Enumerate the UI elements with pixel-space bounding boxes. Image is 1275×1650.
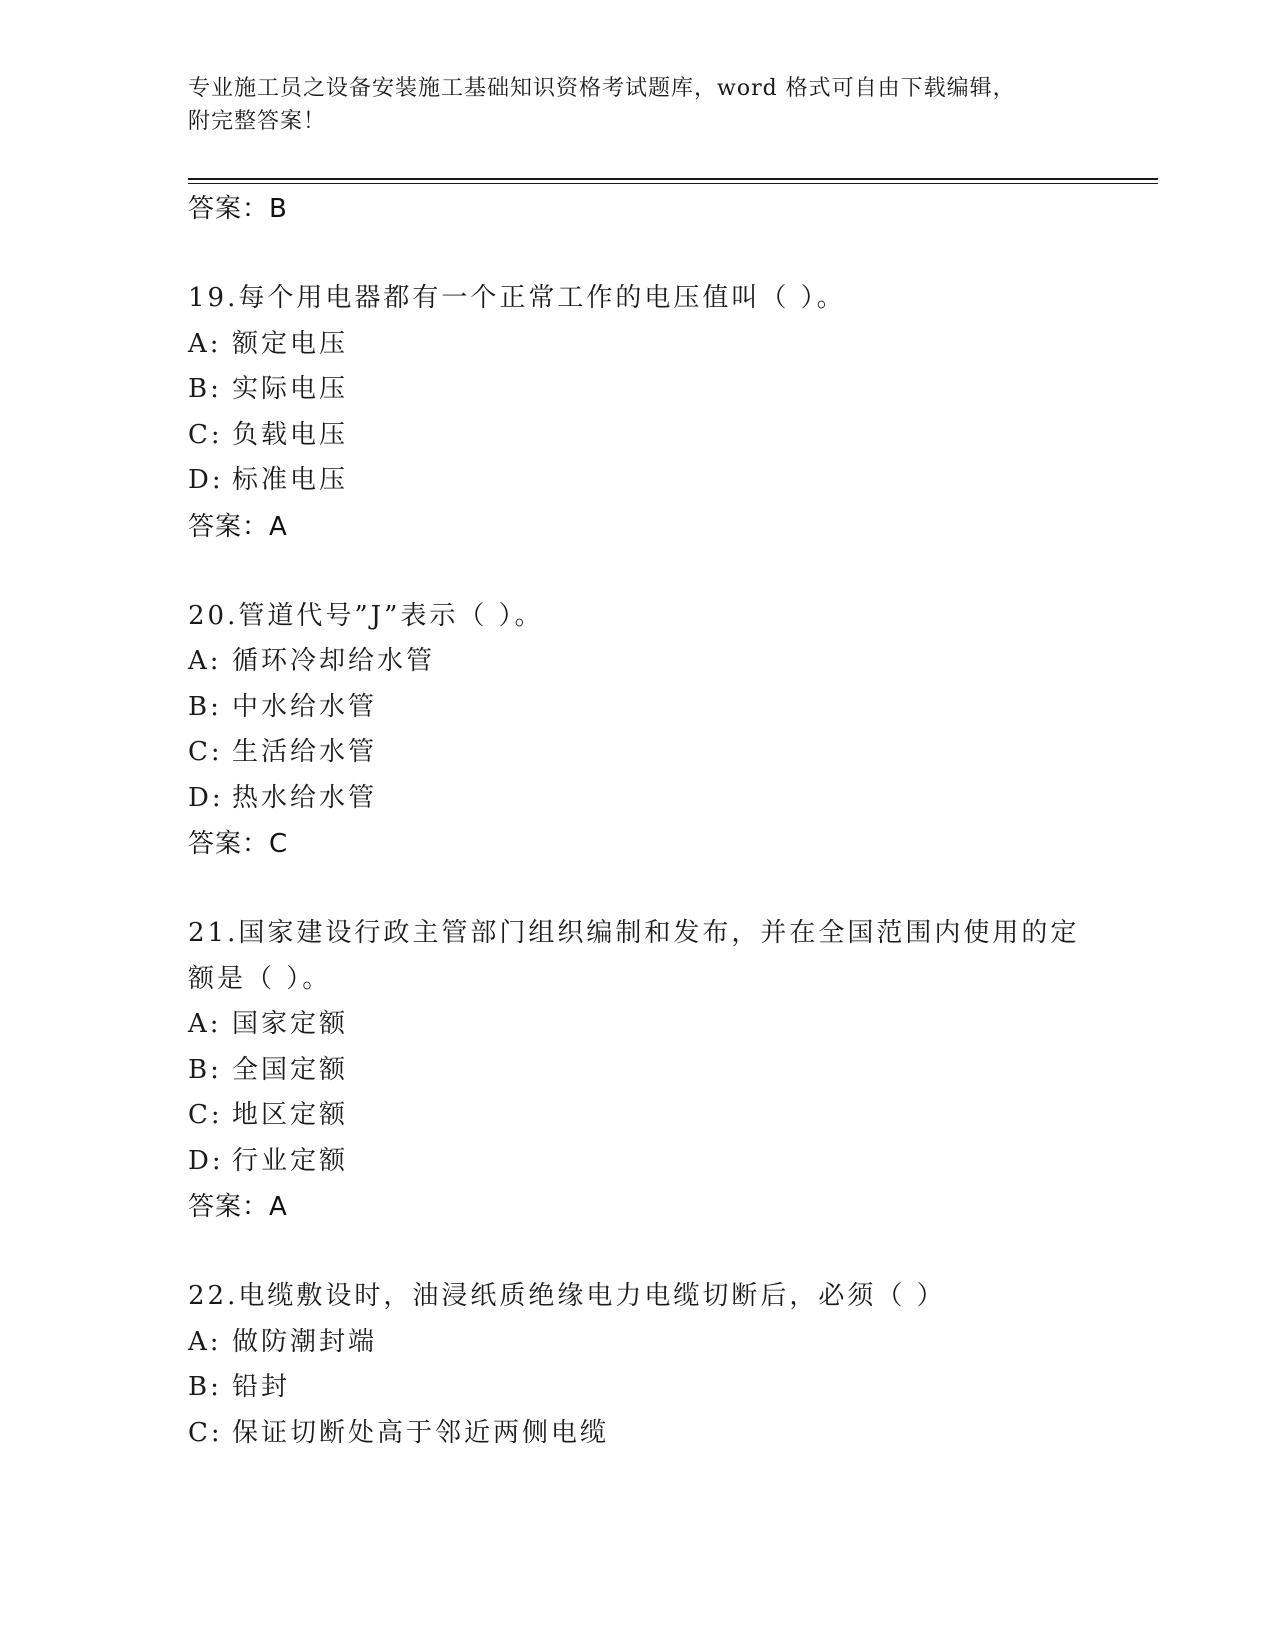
option-letter: A: <box>188 1009 222 1039</box>
header-rule-thin <box>188 183 1158 184</box>
option-a <box>188 1320 1088 1366</box>
option-letter: A: <box>188 646 222 676</box>
option-a <box>188 322 1088 368</box>
option-text: 中水给水管 <box>232 691 378 722</box>
option-c <box>188 413 1088 459</box>
option-b <box>188 1365 1088 1411</box>
option-a <box>188 1002 1088 1048</box>
option-text: 负载电压 <box>232 419 349 450</box>
option-text: 地区定额 <box>232 1100 349 1130</box>
option-text: 循环冷却给水管 <box>232 646 436 676</box>
question-block <box>188 911 1088 1230</box>
header-line-2: 附完整答案！ <box>188 109 327 134</box>
option-letter: C: <box>188 737 223 767</box>
option-letter: A: <box>188 1326 222 1357</box>
question-list <box>188 186 1088 1456</box>
option-letter: C: <box>188 419 223 450</box>
spacer <box>188 867 1088 911</box>
option-text: 保证切断处高于邻近两侧电缆 <box>232 1417 610 1448</box>
spacer <box>188 550 1088 594</box>
spacer <box>188 232 1088 276</box>
option-text: 行业定额 <box>232 1145 349 1176</box>
question-text: 21.国家建设行政主管部门组织编制和发布，并在全国范围内使用的定额是（ ）。 <box>188 918 1080 994</box>
option-a <box>188 639 1088 685</box>
answer-line: 答案：C <box>188 829 289 859</box>
option-letter: B: <box>188 374 222 404</box>
option-d <box>188 458 1088 504</box>
option-text: 全国定额 <box>232 1054 349 1085</box>
option-letter: D: <box>188 465 224 495</box>
question-text: 22.电缆敷设时，油浸纸质绝缘电力电缆切断后，必须（ ） <box>188 1281 946 1311</box>
question-block <box>188 594 1088 868</box>
header-line-1: 专业施工员之设备安装施工基础知识资格考试题库，word 格式可自由下载编辑， <box>188 76 1016 101</box>
page-header <box>188 72 1088 138</box>
option-c <box>188 730 1088 776</box>
header-rule-thick <box>188 178 1158 180</box>
option-letter: D: <box>188 1145 224 1176</box>
option-letter: D: <box>188 782 224 813</box>
question-block <box>188 1274 1088 1456</box>
option-d <box>188 1139 1088 1185</box>
option-text: 额定电压 <box>232 328 349 359</box>
question-block <box>188 276 1088 550</box>
question-text: 20.管道代号”J”表示（ ）。 <box>188 600 544 631</box>
option-letter: B: <box>188 691 222 722</box>
option-letter: C: <box>188 1100 223 1130</box>
option-text: 做防潮封端 <box>232 1326 378 1357</box>
option-b <box>188 1048 1088 1094</box>
option-b <box>188 367 1088 413</box>
answer-line: 答案：A <box>188 1192 288 1222</box>
option-text: 热水给水管 <box>232 782 378 813</box>
question-text: 19.每个用电器都有一个正常工作的电压值叫（ ）。 <box>188 283 846 313</box>
option-b <box>188 685 1088 731</box>
answer-line: 答案：A <box>188 511 288 542</box>
option-text: 国家定额 <box>232 1009 349 1039</box>
option-letter: A: <box>188 328 222 359</box>
option-text: 实际电压 <box>232 374 349 404</box>
option-c <box>188 1093 1088 1139</box>
option-text: 铅封 <box>232 1372 291 1402</box>
option-text: 标准电压 <box>232 465 349 495</box>
answer-line: 答案：B <box>188 194 288 224</box>
option-text: 生活给水管 <box>232 737 378 767</box>
option-letter: B: <box>188 1372 222 1402</box>
spacer <box>188 1230 1088 1274</box>
option-letter: C: <box>188 1417 223 1448</box>
option-c <box>188 1411 1088 1457</box>
option-d <box>188 776 1088 822</box>
option-letter: B: <box>188 1054 222 1085</box>
